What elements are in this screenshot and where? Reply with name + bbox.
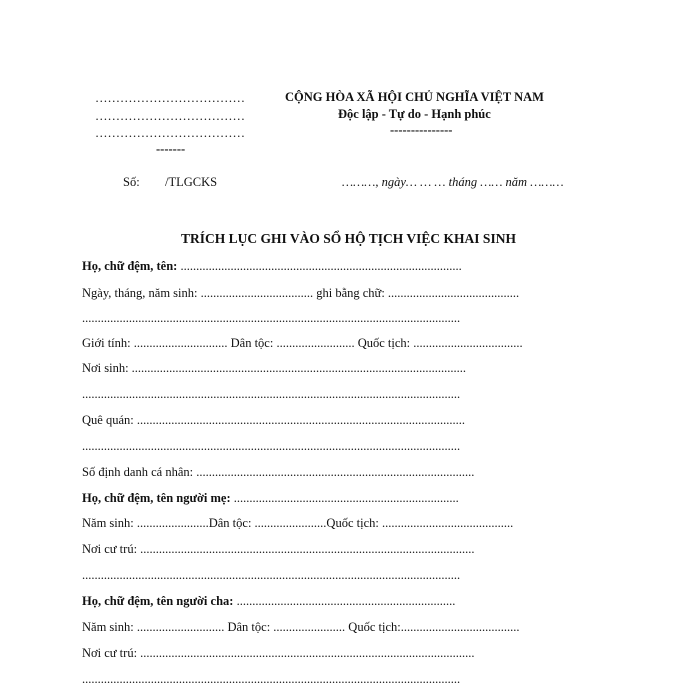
document-title: TRÍCH LỤC GHI VÀO SỔ HỘ TỊCH VIỆC KHAI SINH	[181, 231, 516, 246]
field-mother-residence: Nơi cư trú: ...........................................................................................................	[82, 542, 475, 556]
nation-title: CỘNG HÒA XÃ HỘI CHỦ NGHĨA VIỆT NAM	[285, 90, 544, 104]
field-dob: Ngày, tháng, năm sinh: .................................... ghi bằng chữ: ..........................................	[82, 286, 520, 300]
document-number-label: Số:	[123, 175, 140, 189]
field-father-name	[82, 594, 455, 608]
field-father-residence-continuation: .........................................................................................................................	[82, 672, 461, 686]
agency-line-3: ………………………………	[95, 126, 245, 140]
field-hometown-continuation: .........................................................................................................................	[82, 439, 461, 453]
field-dob-continuation: .........................................................................................................................	[82, 311, 461, 325]
field-mother-residence-continuation: .........................................................................................................................	[82, 568, 461, 582]
field-full-name	[82, 259, 462, 273]
field-birthplace: Nơi sinh: ...........................................................................................................	[82, 361, 467, 375]
document-number-code: /TLGCKS	[165, 175, 218, 189]
field-father-details: Năm sinh: ............................ Dân tộc: ....................... Quốc tịch:......................................	[82, 620, 520, 634]
agency-line-1: ………………………………	[95, 91, 245, 105]
issue-date-line: ………, ngày… … … tháng …… năm ………	[342, 175, 564, 189]
field-mother-name-text: Họ, chữ đệm, tên người mẹ: ........................................................................	[82, 491, 459, 505]
field-gender-ethnicity-nationality: Giới tính: .............................. Dân tộc: ......................... Quốc tịch: ...................................	[82, 336, 523, 350]
motto-separator: ---------------	[390, 123, 453, 137]
field-father-residence: Nơi cư trú: ...........................................................................................................	[82, 646, 475, 660]
agency-separator: -------	[156, 142, 186, 156]
field-mother-name	[82, 491, 459, 505]
national-motto: Độc lập - Tự do - Hạnh phúc	[338, 107, 491, 121]
agency-line-2: ………………………………	[95, 109, 245, 123]
field-father-name-text: Họ, chữ đệm, tên người cha: ......................................................................	[82, 594, 456, 608]
field-personal-id: Số định danh cá nhân: .........................................................................................	[82, 465, 475, 479]
field-hometown: Quê quán: .........................................................................................................	[82, 413, 465, 427]
field-mother-details: Năm sinh: .......................Dân tộc: .......................Quốc tịch: ..........................................	[82, 516, 514, 530]
field-full-name-text: Họ, chữ đệm, tên: ..........................................................................................	[82, 259, 462, 273]
field-birthplace-continuation: .........................................................................................................................	[82, 387, 461, 401]
